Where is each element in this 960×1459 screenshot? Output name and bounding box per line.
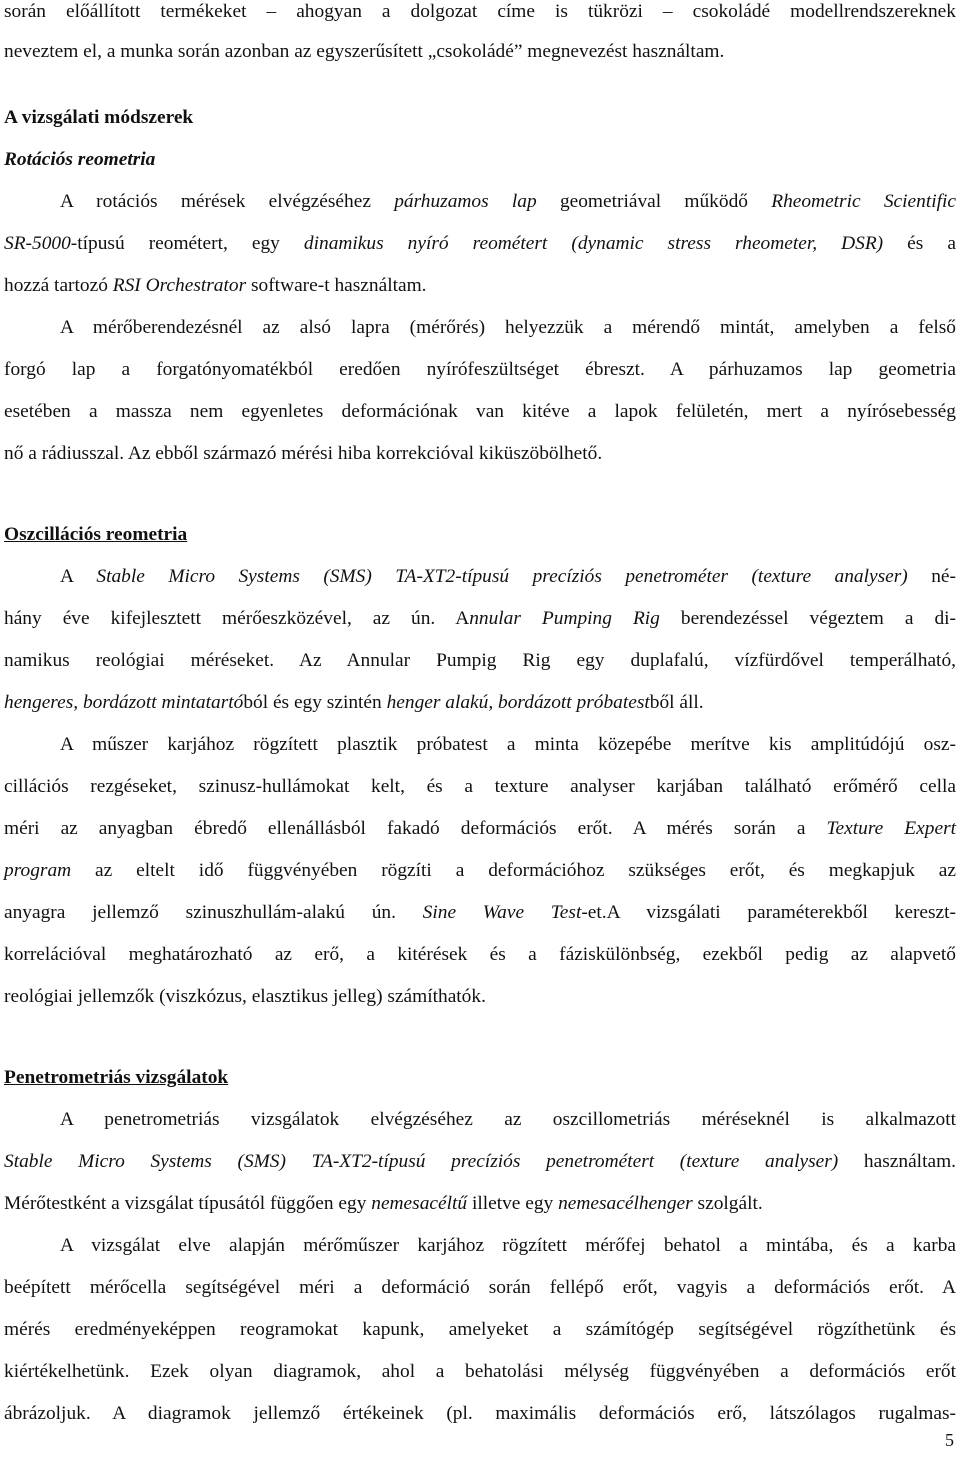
penetrometry-p1-line-2: Stable Micro Systems (SMS) TA-XT2-típusú precíziós penetrométert (texture analyser) használtam. (4, 1151, 956, 1172)
rotational-p2-line-1: A mérőberendezésnél az alsó lapra (mérőrés) helyezzük a mérendő mintát, amelyben a felső (60, 317, 956, 338)
rotational-heading: Rotációs reometria (4, 149, 156, 170)
oscillation-p2-line-7: reológiai jellemzők (viszkózus, elasztikus jelleg) számíthatók. (4, 986, 486, 1007)
oscillation-p1-line-1: A Stable Micro Systems (SMS) TA-XT2-típusú precíziós penetrométer (texture analyser) né- (60, 566, 956, 587)
penetrometry-p2-line-2: beépített mérőcella segítségével méri a deformáció során fellépő erőt, vagyis a deformációs erőt. A (4, 1277, 956, 1298)
rotational-p2-line-2: forgó lap a forgatónyomatékból eredően nyírófeszültséget ébreszt. A párhuzamos lap geometria (4, 359, 956, 380)
penetrometry-p2-line-1: A vizsgálat elve alapján mérőműszer karjához rögzített mérőfej behatol a mintába, és a karba (60, 1235, 956, 1256)
page-number: 5 (945, 1430, 954, 1450)
penetrometry-p2-line-4: kiértékelhetünk. Ezek olyan diagramok, ahol a behatolási mélység függvényében a deformációs erőt (4, 1361, 956, 1382)
oscillation-p2-line-5: anyagra jellemző szinuszhullám-alakú ún. Sine Wave Test-et.A vizsgálati paraméterekből kereszt- (4, 902, 957, 923)
oscillation-p2-line-2: cillációs rezgéseket, szinusz-hullámokat kelt, és a texture analyser karjában található erőmérő cella (4, 776, 956, 797)
intro-line-2: neveztem el, a munka során azonban az egyszerűsített „csokoládé” megnevezést használtam. (4, 41, 725, 62)
oscillation-p1-line-2: hány éve kifejlesztett mérőeszközével, az ún. Annular Pumping Rig berendezéssel végeztem a di- (4, 608, 956, 629)
oscillation-p2-line-3: méri az anyagban ébredő ellenállásból fakadó deformációs erőt. A mérés során a Texture Expert (4, 818, 956, 839)
rotational-p2-line-3: esetében a massza nem egyenletes deformációnak van kitéve a lapok felületén, mert a nyírósebesség (4, 401, 956, 422)
oscillation-p2-line-6: korrelációval meghatározható az erő, a kitérések és a fáziskülönbség, ezekből pedig az alapvető (4, 944, 956, 965)
intro-line-1: során előállított termékeket – ahogyan a dolgozat címe is tükrözi – csokoládé modellrendszereknek (4, 1, 956, 22)
penetrometry-p2-line-3: mérés eredményeképpen reogramokat kapunk, amelyeket a számítógép segítségével rögzíthetünk és (4, 1319, 956, 1340)
oscillation-p2-line-1: A műszer karjához rögzített plasztik próbatest a minta közepébe merítve kis amplitúdójú osz- (60, 734, 956, 755)
methods-heading: A vizsgálati módszerek (4, 107, 194, 128)
rotational-p1-line-2: SR-5000-típusú reométert, egy dinamikus nyíró reométert (dynamic stress rheometer, DSR) és a (4, 233, 956, 254)
penetrometry-heading: Penetrometriás vizsgálatok (4, 1067, 229, 1088)
oscillation-p1-line-3: namikus reológiai méréseket. Az Annular Pumpig Rig egy duplafalú, vízfürdővel temperálható, (4, 650, 956, 671)
rotational-p1-line-1: A rotációs mérések elvégzéséhez párhuzamos lap geometriával működő Rheometric Scientific (60, 191, 956, 212)
penetrometry-p1-line-3: Mérőtestként a vizsgálat típusától függően egy nemesacéltű illetve egy nemesacélhenger szolgált. (4, 1193, 763, 1214)
penetrometry-p1-line-1: A penetrometriás vizsgálatok elvégzéséhez az oszcillometriás méréseknél is alkalmazott (60, 1109, 956, 1130)
oscillation-p1-line-4: hengeres, bordázott mintatartóból és egy szintén henger alakú, bordázott próbatestből áll. (4, 692, 704, 713)
penetrometry-p2-line-5: ábrázoljuk. A diagramok jellemző értékeinek (pl. maximális deformációs erő, látszólagos rugalmas- (4, 1403, 956, 1424)
oscillation-p2-line-4: program az eltelt idő függvényében rögzíti a deformációhoz szükséges erőt, és megkapjuk az (4, 860, 956, 881)
oscillation-heading: Oszcillációs reometria (4, 524, 188, 545)
rotational-p2-line-4: nő a rádiusszal. Az ebből származó mérési hiba korrekcióval kiküszöbölhető. (4, 443, 603, 464)
rotational-p1-line-3: hozzá tartozó RSI Orchestrator software-t használtam. (4, 275, 427, 296)
